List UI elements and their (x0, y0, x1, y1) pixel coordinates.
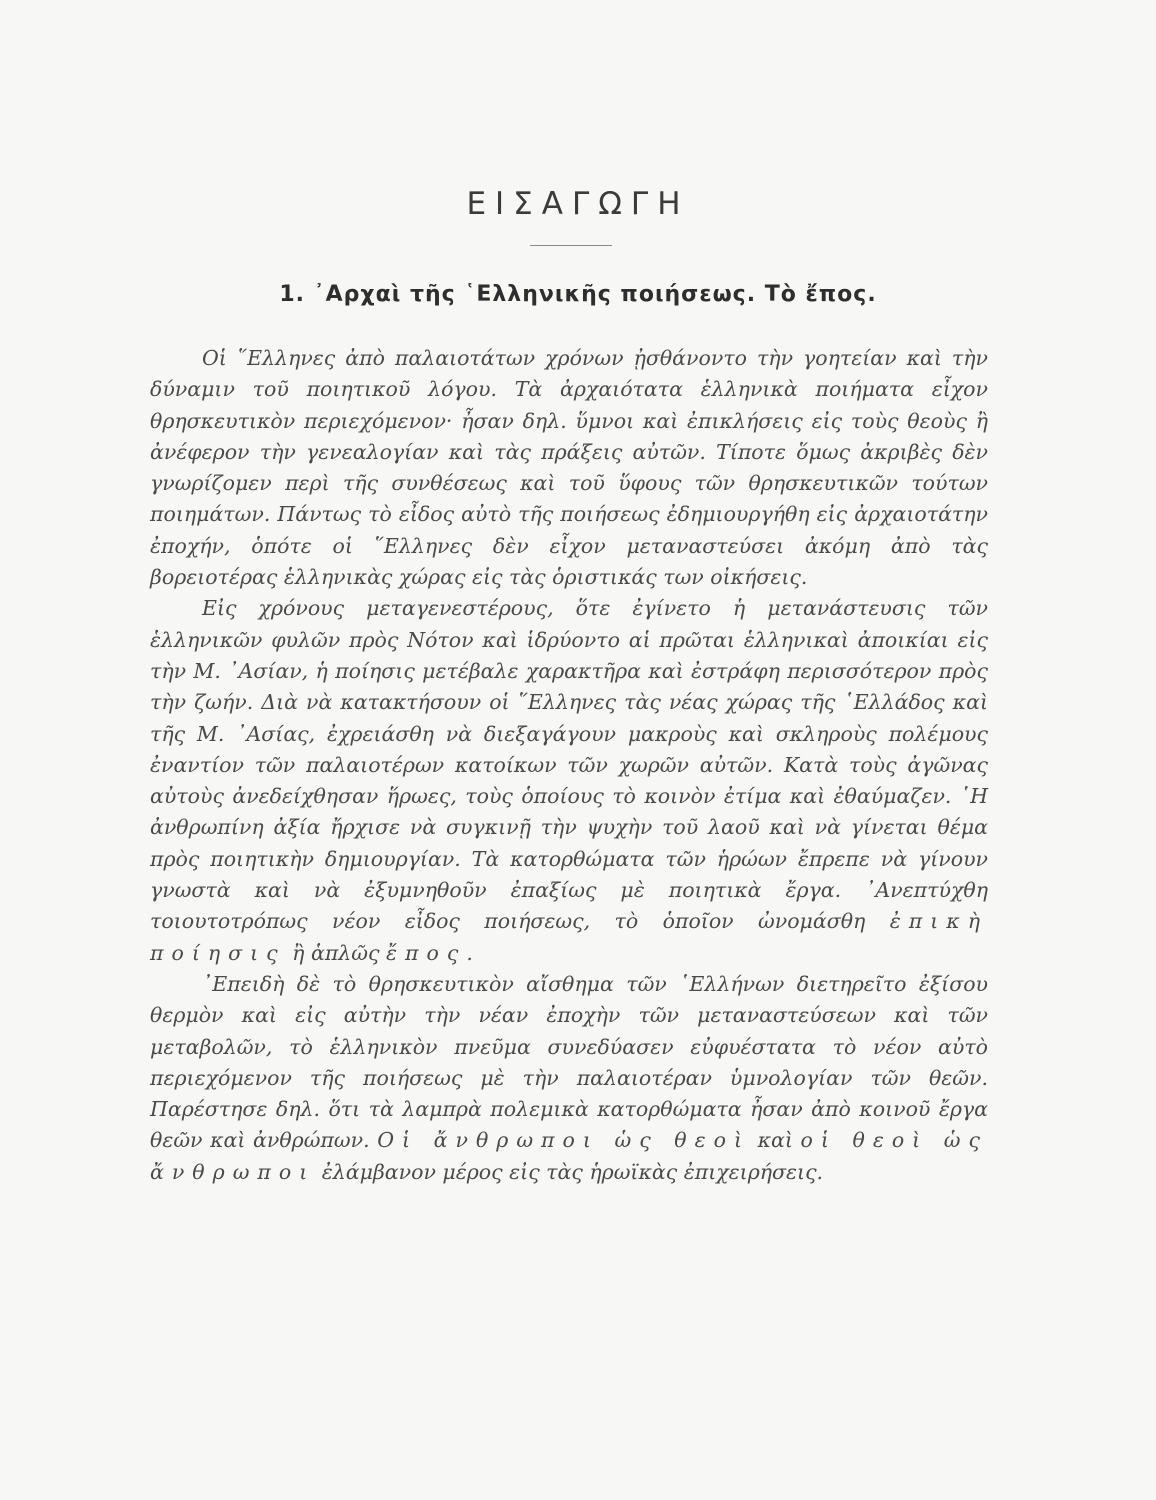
text-segment: ἢ ἁπλῶς (285, 940, 386, 965)
text-segment: Εἰς χρόνους μεταγενεστέρους, ὅτε ἐγίνετο ἡ μετανάστευσις τῶν ἑλληνικῶν φυλῶν πρὸς Νότον καὶ ἱδρύοντο αἱ πρῶται ἑλληνικαὶ ἀποικίαι εἰς τὴν Μ. ᾽Ασίαν, ἡ ποίησις μετέβαλε χαρακτῆρα καὶ ἐστράφη περισσότερον πρὸς τὴν ζωήν. Διὰ νὰ κατακτήσουν οἱ ῞Ελληνες τὰς νέας χώρας τῆς ῾Ελλάδος καὶ τῆς Μ. ᾽Ασίας, ἐχρειάσθη νὰ διεξαγάγουν μακροὺς καὶ σκληροὺς πολέμους ἐναντίον τῶν παλαιοτέρων κατοίκων τῶν χωρῶν αὐτῶν. Κατὰ τοὺς ἀγῶνας αὐτοὺς ἀνεδείχθησαν ἥρωες, τοὺς ὁποίους τὸ κοινὸν ἐτίμα καὶ ἐθαύμαζεν. ῾Η ἀνθρωπίνη ἀξία ἤρχισε νὰ συγκινῇ τὴν ψυχὴν τοῦ λαοῦ καὶ νὰ γίνεται θέμα πρὸς ποιητικὴν δημιουργίαν. Τὰ κατορθώματα τῶν ἡρώων ἔπρεπε νὰ γίνουν γνωστὰ καὶ νὰ ἐξυμνηθοῦν ἐπαξίως μὲ ποιητικὰ ἔργα. ᾽Ανεπτύχθη τοιουτοτρόπως νέον εἶδος ποιήσεως, τὸ ὁποῖον ὠνομάσθη (150, 596, 988, 934)
chapter-heading: ΕΙΣΑΓΩΓΗ (466, 186, 690, 222)
spaced-term: ἐπικὴ ποίησις (150, 909, 988, 965)
text-segment: καὶ (750, 1128, 801, 1153)
text-segment: Οἱ ῞Ελληνες ἀπὸ παλαιοτάτων χρόνων ᾐσθάνοντο τὴν γοητείαν καὶ τὴν δύναμιν τοῦ ποιητικοῦ λόγου. Τὰ ἀρχαιότατα ἑλληνικὰ ποιήματα εἶχον θρησκευτικὸν περιεχόμενον· ἦσαν δηλ. ὕμνοι καὶ ἐπικλήσεις εἰς τοὺς θεοὺς ἢ ἀνέφερον τὴν γενεαλογίαν καὶ τὰς πράξεις αὐτῶν. Τίποτε ὅμως ἀκριβὲς δὲν γνωρίζομεν περὶ τῆς συνθέσεως καὶ τοῦ ὕφους τῶν θρησκευτικῶν τούτων ποιημάτων. Πάντως τὸ εἶδος αὐτὸ τῆς ποιήσεως ἐδημιουργήθη εἰς ἀρχαιοτάτην ἐποχήν, ὁπότε οἱ ῞Ελληνες δὲν εἶχον μεταναστεύσει ἀκόμη ἀπὸ τὰς βορειοτέρας ἑλληνικὰς χώρας εἰς τὰς ὁριστικάς των οἰκήσεις. (150, 346, 988, 590)
spaced-term: ἔπος (386, 940, 467, 965)
paragraph (150, 593, 988, 969)
heading-divider (530, 245, 612, 246)
spaced-term: οἱ θεοὶ ὡς ἄνθρωποι (150, 1128, 989, 1184)
paragraph (150, 343, 988, 593)
text-segment: . (466, 940, 473, 965)
body-text (150, 343, 988, 1188)
paragraph (150, 969, 988, 1188)
section-title: 1. ᾽Αρχαὶ τῆς ῾Ελληνικῆς ποιήσεως. Τὸ ἔπος. (279, 282, 877, 307)
spaced-term: Οἱ ἄνθρωποι ὡς θεοὶ (377, 1128, 751, 1153)
text-segment: ἐλάμβανον μέρος εἰς τὰς ἡρωϊκὰς ἐπιχειρήσεις. (315, 1159, 824, 1184)
text-segment: ᾽Επειδὴ δὲ τὸ θρησκευτικὸν αἴσθημα τῶν ῾Ελλήνων διετηρεῖτο ἐξίσου θερμὸν καὶ εἰς αὐτὴν τὴν νέαν ἐποχὴν τῶν μεταναστεύσεων καὶ τῶν μεταβολῶν, τὸ ἑλληνικὸν πνεῦμα συνεδύασεν εὐφυέστατα τὸ νέον αὐτὸ περιεχόμενον τῆς ποιήσεως μὲ τὴν παλαιοτέραν ὑμνολογίαν τῶν θεῶν. Παρέστησε δηλ. ὅτι τὰ λαμπρὰ πολεμικὰ κατορθώματα ἦσαν ἀπὸ κοινοῦ ἔργα θεῶν καὶ ἀνθρώπων. (150, 971, 988, 1153)
